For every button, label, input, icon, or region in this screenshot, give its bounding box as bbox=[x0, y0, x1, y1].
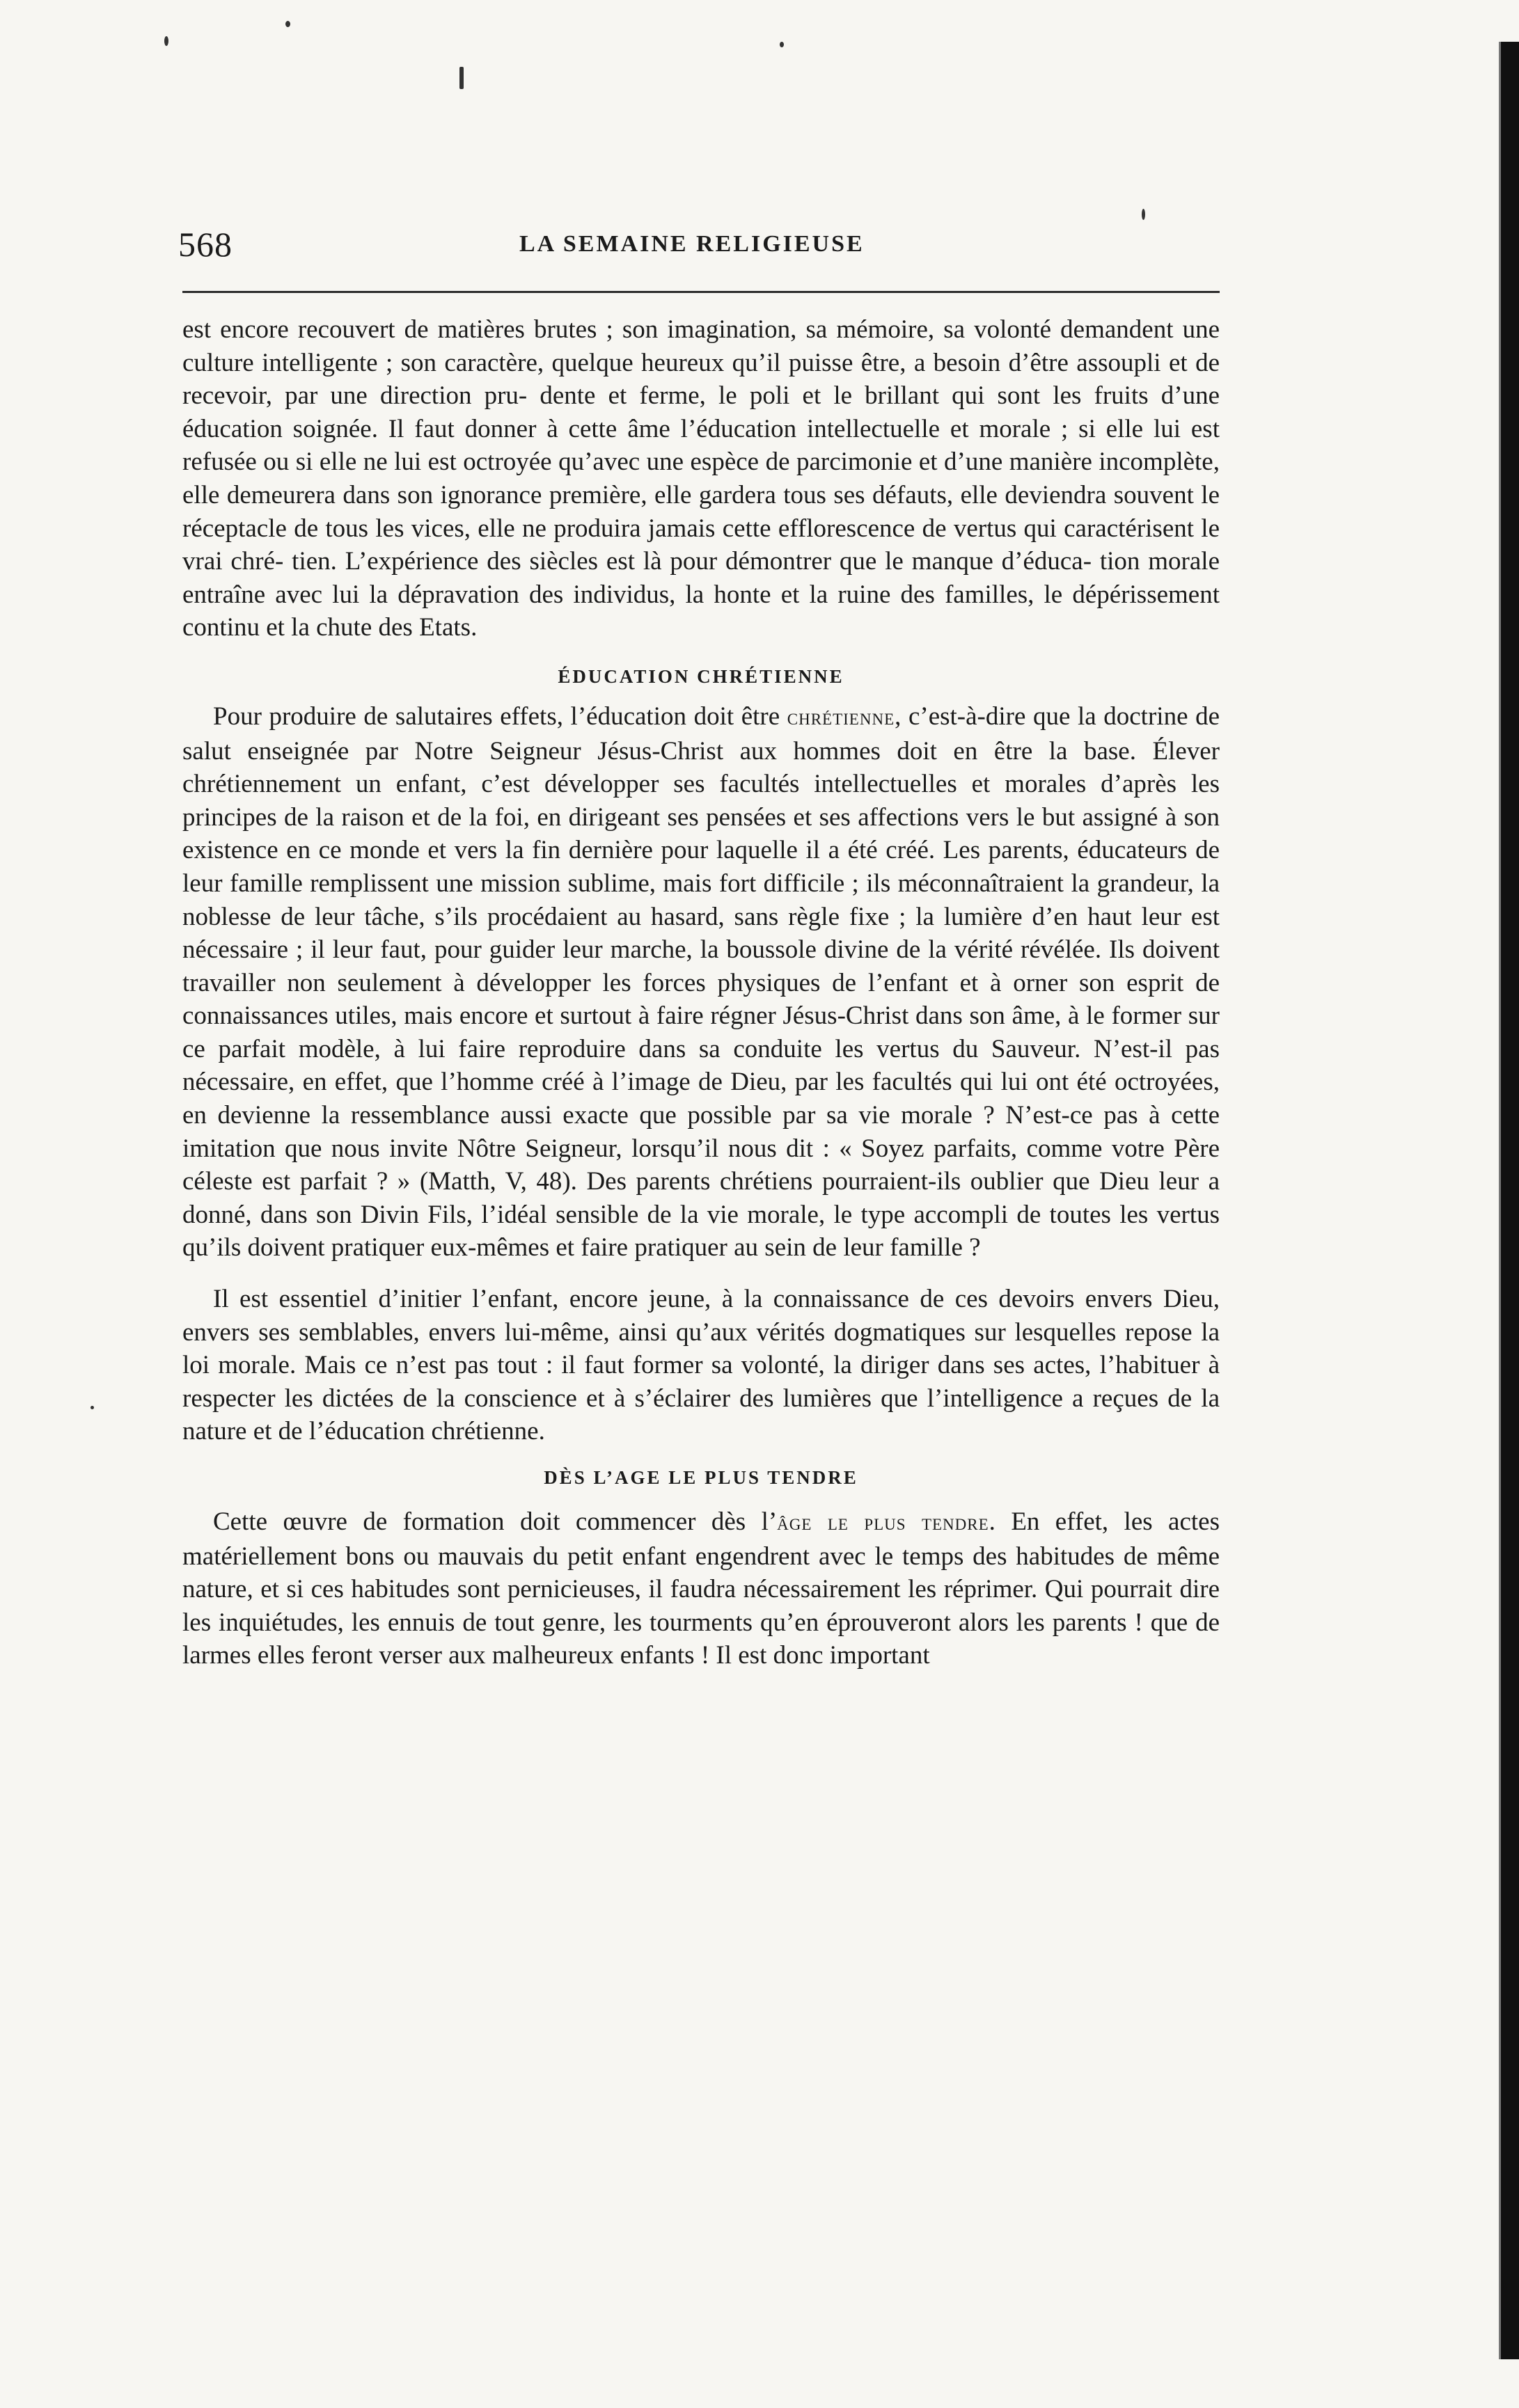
book-spine-shadow bbox=[1501, 42, 1519, 2359]
running-title: LA SEMAINE RELIGIEUSE bbox=[519, 231, 865, 257]
paragraph-text: , c’est-à-dire que la doctrine de salut enseignée par Notre Seigneur Jésus-Christ aux hommes doit en être la base. Élever chrétiennement un enfant, c’est développer ses facultés intellectuelles et morales d’après les principes de la raison et de la foi, en dirigeant ses pensées et ses affections vers le but assigné à son existence en ce monde et vers la fin dernière pour laquelle il a été créé. Les parents, éducateurs de leur famille remplissent une mission sublime, mais fort difficile ; ils méconnaîtraient la grandeur, la noblesse de leur tâche, s’ils procédaient au hasard, sans règle fixe ; la lumière d’en haut leur est nécessaire ; il leur faut, pour guider leur marche, la boussole divine de la vérité révélée. Ils doivent travailler non seulement à développer les forces physiques de l’enfant et à orner son esprit de connaissances utiles, mais encore et surtout à faire régner Jésus-Christ dans son âme, à le former sur ce parfait modèle, à lui faire reproduire dans sa conduite les vertus du Sauveur. N’est-il pas nécessaire, en effet, que l’homme créé à l’image de Dieu, par les facultés qui lui ont été octroyées, en devienne la ressemblance aussi exacte que possible par sa vie morale ? N’est-ce pas à cette imitation que nous invite Nôtre Seigneur, lorsqu’il nous dit : « Soyez parfaits, comme votre Père céleste est parfait ? » (Matth, V, 48). Des parents chrétiens pourraient-ils oublier que Dieu leur a donné, dans son Divin Fils, l’idéal sensible de la vie morale, le type accompli de toutes les vertus qu’ils doivent pratiquer eux-mêmes et faire pratiquer au sein de leur famille ? bbox=[182, 702, 1220, 1262]
text-line: Il faut donner à cette âme l’éducation intellectuelle et morale ; si elle lui est bbox=[388, 414, 1220, 443]
text-line: tous ses défauts, elle deviendra souvent le réceptacle de tous les vices, elle bbox=[182, 480, 1220, 543]
paragraph-text: Cette œuvre de formation doit commencer dès l’ bbox=[213, 1507, 778, 1536]
section-heading-age-tendre: DÈS L’AGE LE PLUS TENDRE bbox=[544, 1467, 858, 1488]
emphasis-keyword: âge le plus tendre bbox=[777, 1510, 989, 1535]
paragraph bbox=[182, 1505, 1220, 1672]
body-text bbox=[182, 313, 1220, 1672]
text-line: tien. L’expérience des siècles est là pour démontrer que le manque d’éduca- bbox=[292, 547, 1100, 576]
text-line: tion morale entraîne avec lui la dépravation des individus, la honte et la ruine bbox=[182, 547, 1220, 609]
paragraph-text: . En effet, les actes matériellement bons ou mauvais du petit enfant engendrent avec le temps des habitudes de même nature, et si ces habitudes sont pernicieuses, il faudra nécessairement les réprimer. Qui pourrait dire les inquiétudes, les ennuis de tout genre, les tourments qu’en éprouveront alors les parents ! que de larmes elles feront verser aux malheureux enfants ! Il est donc important bbox=[182, 1507, 1220, 1670]
page-header bbox=[178, 224, 1222, 266]
emphasis-keyword: chrétienne bbox=[787, 704, 895, 730]
ink-speck bbox=[1142, 209, 1145, 220]
paragraph bbox=[182, 700, 1220, 1265]
paragraph-gap bbox=[182, 1265, 1220, 1283]
paragraph-continued bbox=[182, 313, 1220, 644]
paragraph-text: Pour produire de salutaires effets, l’éducation doit être bbox=[213, 702, 787, 731]
text-line: est encore recouvert de matières brutes ; son imagination, sa mémoire, sa bbox=[182, 315, 975, 344]
book-spine-edge bbox=[1499, 42, 1501, 2359]
text-line: refusée ou si elle ne lui est octroyée qu’avec une espèce de parcimonie et d’une bbox=[182, 447, 1009, 477]
ink-speck bbox=[459, 67, 464, 89]
header-rule bbox=[182, 291, 1220, 293]
text-line: dente et ferme, le poli et le brillant qui sont les fruits d’une éducation soignée. bbox=[182, 381, 1220, 443]
text-line: qu’il puisse être, a besoin d’être assoupli et de recevoir, par une direction pru- bbox=[182, 348, 1220, 411]
text-line: des familles, le dépérissement continu et la chute des Etats. bbox=[182, 580, 1220, 642]
text-line: manière incomplète, elle demeurera dans son ignorance première, elle gardera bbox=[182, 447, 1220, 509]
text-line: volonté demandent une culture intelligente ; son caractère, quelque heureux bbox=[182, 315, 1220, 377]
text-line: ne produira jamais cette efflorescence de vertus qui caractérisent le vrai chré- bbox=[182, 514, 1220, 576]
ink-speck bbox=[164, 36, 168, 46]
paragraph: Il est essentiel d’initier l’enfant, encore jeune, à la connaissance de ces devoirs envers Dieu, envers ses semblables, envers lui-même, ainsi qu’aux vérités dogmatiques sur lesquelles repose la loi morale. Mais ce n’est pas tout : il faut former sa volonté, la diriger dans ses actes, l’habituer à respecter les dictées de la conscience et à s’éclairer des lumières que l’intelligence a reçues de la nature et de l’éducation chrétienne. bbox=[182, 1285, 1220, 1446]
ink-speck bbox=[90, 1406, 94, 1409]
section-heading-education-chretienne: ÉDUCATION CHRÉTIENNE bbox=[558, 665, 844, 687]
ink-speck bbox=[780, 42, 784, 47]
page-number: 568 bbox=[178, 225, 233, 264]
ink-speck bbox=[285, 21, 290, 27]
